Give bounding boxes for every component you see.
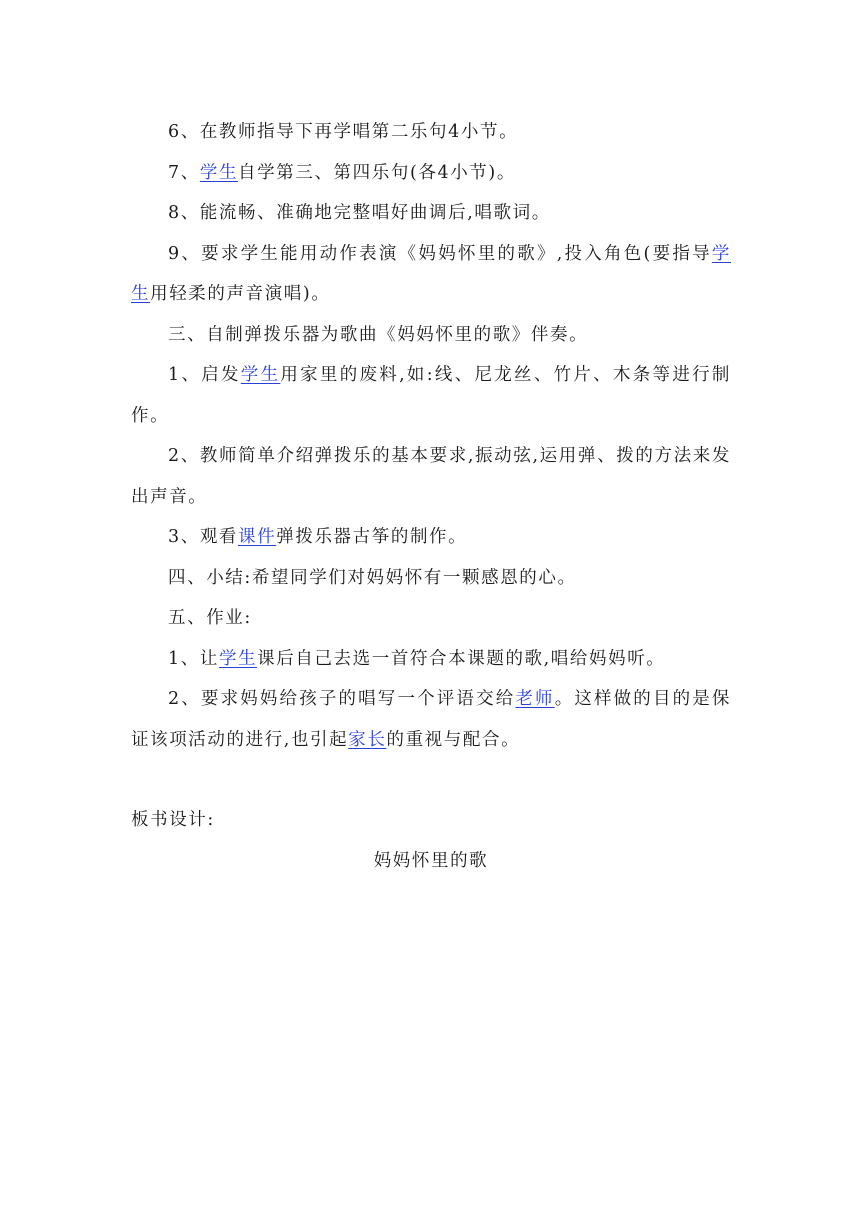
section-gap [131,760,731,800]
paragraph-text: 五、作业: [168,608,252,628]
paragraph [131,639,731,680]
paragraph-text: 的重视与配合。 [386,729,521,750]
paragraph [131,153,731,194]
paragraph-text: 7、 [168,162,200,183]
paragraph [131,517,731,558]
paragraph-text: 自学第三、第四乐句(各4小节)。 [238,162,516,183]
paragraph-text: 课后自己去选一首符合本课题的歌,唱给妈妈听。 [257,648,666,669]
paragraph [131,436,731,517]
paragraph-text: 用轻柔的声音演唱)。 [150,284,331,304]
paragraph-text: 三、自制弹拨乐器为歌曲《妈妈怀里的歌》伴奏。 [168,324,589,345]
paragraph-text: 8、能流畅、准确地完整唱好曲调后,唱歌词。 [168,203,551,223]
board-design-title: 妈妈怀里的歌 [373,850,489,871]
paragraph-text: 1、让 [168,648,219,669]
paragraph [131,679,731,760]
paragraph-text: 9、要求学生能用动作表演《妈妈怀里的歌》,投入角色(要指导 [168,243,712,264]
lesson-steps [131,112,731,760]
paragraph [131,355,731,436]
paragraph-text: 用家里的废料,如:线、尼龙丝、竹片、木条等进行制作。 [131,365,731,426]
paragraph [131,112,731,153]
inline-link[interactable]: 老师 [515,689,555,709]
paragraph-text: 。这样做的目的是保证该项活动的进行,也引起 [131,689,732,750]
paragraph [131,315,731,356]
paragraph-text: 四、小结:希望同学们对妈妈怀有一颗感恩的心。 [168,567,577,588]
inline-link[interactable]: 课件 [238,527,277,547]
paragraph [131,558,731,599]
inline-link[interactable]: 学生 [240,365,281,385]
paragraph-text: 弹拨乐器古筝的制作。 [276,527,468,547]
inline-link[interactable]: 家长 [348,729,387,750]
paragraph-text: 3、观看 [168,527,239,547]
paragraph [131,193,731,234]
inline-link[interactable]: 学生 [218,648,258,669]
paragraph [131,234,731,315]
inline-link[interactable]: 学生 [199,162,239,183]
inline-link[interactable]: 学生 [131,243,731,304]
paragraph-text: 6、在教师指导下再学唱第二乐句4小节。 [168,122,519,142]
document-body [131,112,731,881]
paragraph-text: 2、要求妈妈给孩子的唱写一个评语交给 [168,689,516,709]
paragraph-text: 2、教师简单介绍弹拨乐的基本要求,振动弦,运用弹、拨的方法来发出声音。 [131,446,731,507]
paragraph [131,598,731,639]
board-design-label: 板书设计: [131,810,215,830]
paragraph-text: 1、启发 [168,365,241,385]
